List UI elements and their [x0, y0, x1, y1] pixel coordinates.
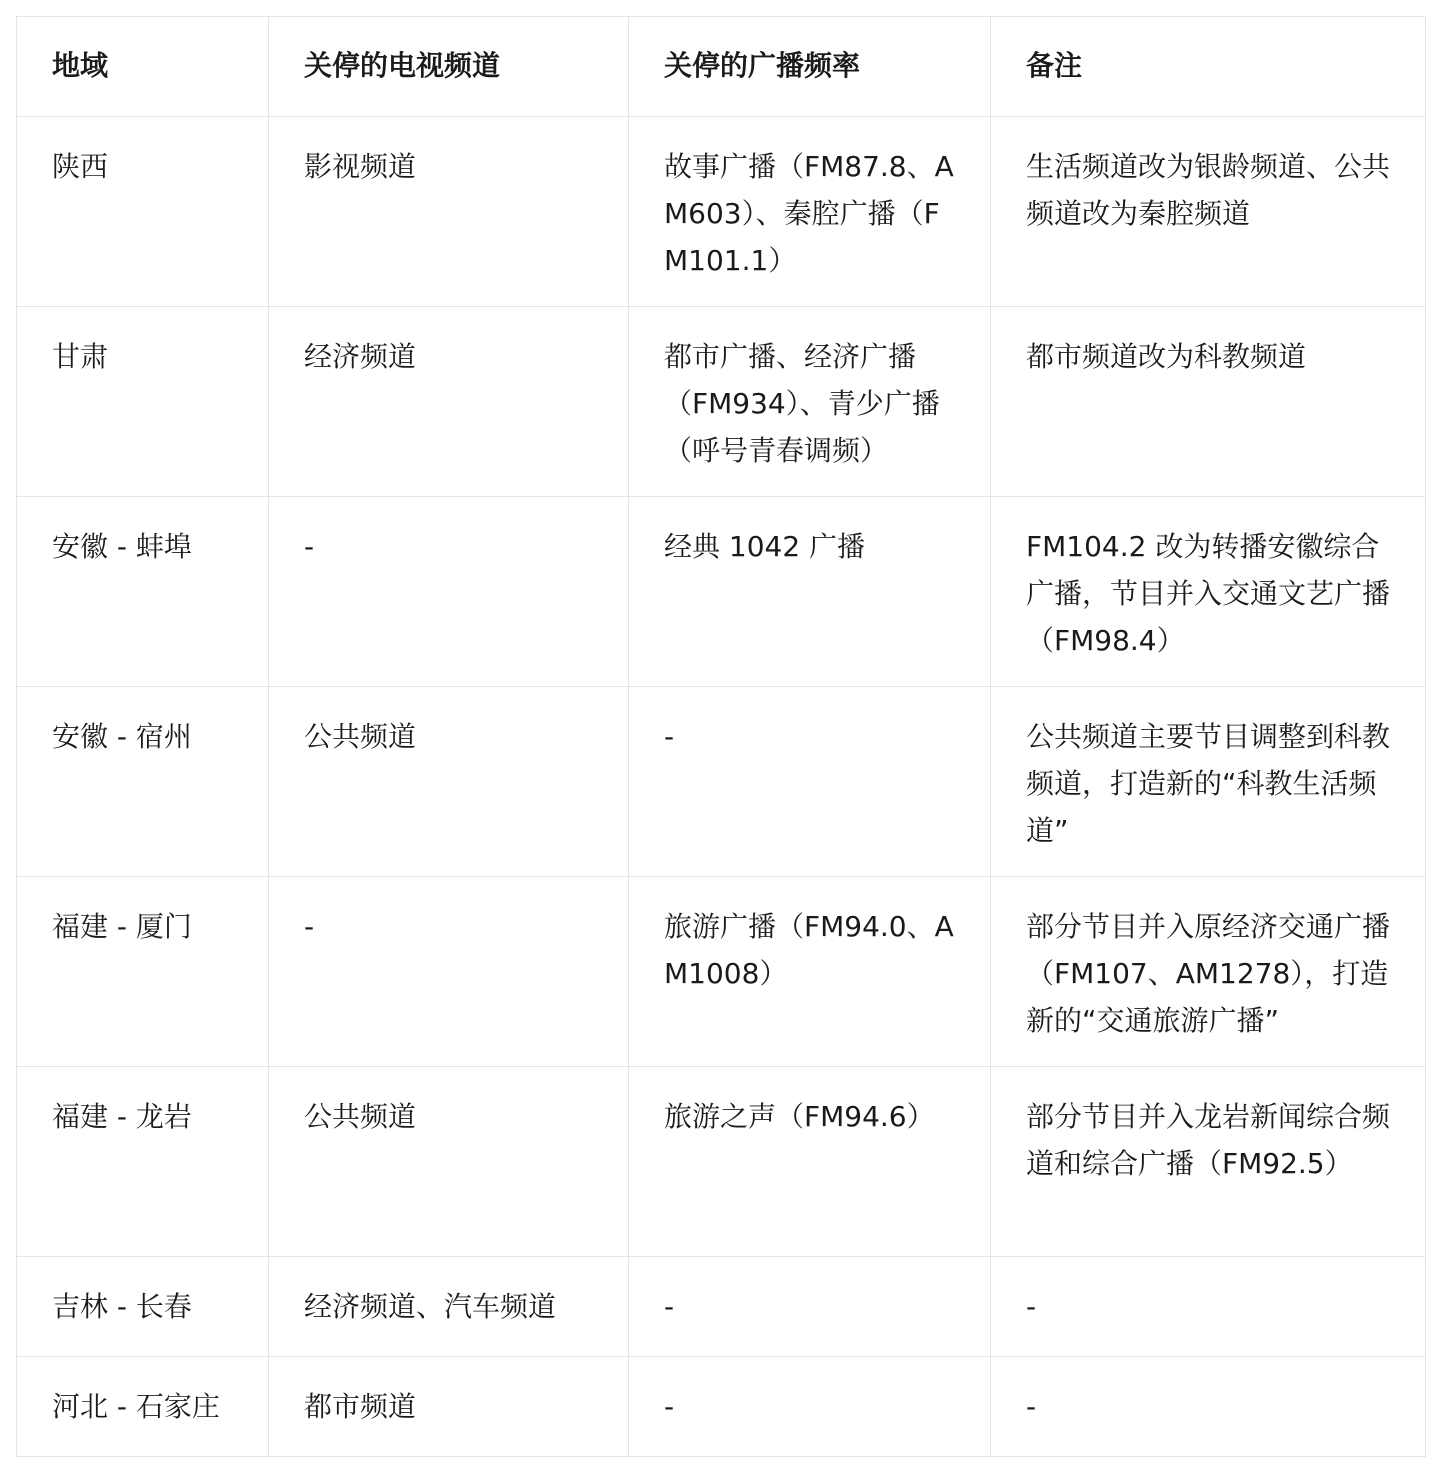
- table-row: [17, 1067, 1426, 1257]
- cell-radio-frequencies: -: [629, 687, 991, 877]
- table-row: [17, 877, 1426, 1067]
- cell-tv-channels: 经济频道: [269, 307, 629, 497]
- cell-region: 河北 - 石家庄: [17, 1357, 269, 1457]
- table-row: [17, 1257, 1426, 1357]
- cell-notes: 都市频道改为科教频道: [991, 307, 1426, 497]
- cell-radio-frequencies: -: [629, 1357, 991, 1457]
- cell-region: 福建 - 厦门: [17, 877, 269, 1067]
- cell-radio-frequencies: -: [629, 1257, 991, 1357]
- cell-notes: FM104.2 改为转播安徽综合广播，节目并入交通文艺广播（FM98.4）: [991, 497, 1426, 687]
- header-region: 地域: [17, 17, 269, 117]
- cell-tv-channels: 经济频道、汽车频道: [269, 1257, 629, 1357]
- cell-notes: -: [991, 1357, 1426, 1457]
- cell-tv-channels: 公共频道: [269, 687, 629, 877]
- cell-notes: 公共频道主要节目调整到科教频道，打造新的“科教生活频道”: [991, 687, 1426, 877]
- cell-radio-frequencies: 旅游广播（FM94.0、AM1008）: [629, 877, 991, 1067]
- header-tv-channels: 关停的电视频道: [269, 17, 629, 117]
- header-notes: 备注: [991, 17, 1426, 117]
- table-header-row: [17, 17, 1426, 117]
- cell-notes: 部分节目并入龙岩新闻综合频道和综合广播（FM92.5）: [991, 1067, 1426, 1257]
- cell-radio-frequencies: 故事广播（FM87.8、AM603）、秦腔广播（FM101.1）: [629, 117, 991, 307]
- header-radio-frequencies: 关停的广播频率: [629, 17, 991, 117]
- channel-closure-table-container: [16, 16, 1425, 1457]
- cell-region: 福建 - 龙岩: [17, 1067, 269, 1257]
- table-row: [17, 1357, 1426, 1457]
- cell-notes: 生活频道改为银龄频道、公共频道改为秦腔频道: [991, 117, 1426, 307]
- cell-radio-frequencies: 都市广播、经济广播（FM934）、青少广播（呼号青春调频）: [629, 307, 991, 497]
- cell-radio-frequencies: 旅游之声（FM94.6）: [629, 1067, 991, 1257]
- cell-tv-channels: -: [269, 497, 629, 687]
- cell-tv-channels: -: [269, 877, 629, 1067]
- cell-notes: 部分节目并入原经济交通广播（FM107、AM1278），打造新的“交通旅游广播”: [991, 877, 1426, 1067]
- cell-tv-channels: 都市频道: [269, 1357, 629, 1457]
- cell-notes: -: [991, 1257, 1426, 1357]
- cell-region: 安徽 - 蚌埠: [17, 497, 269, 687]
- cell-tv-channels: 公共频道: [269, 1067, 629, 1257]
- table-row: [17, 687, 1426, 877]
- table-row: [17, 117, 1426, 307]
- cell-region: 吉林 - 长春: [17, 1257, 269, 1357]
- cell-tv-channels: 影视频道: [269, 117, 629, 307]
- channel-closure-table: [16, 16, 1426, 1457]
- cell-region: 甘肃: [17, 307, 269, 497]
- cell-region: 安徽 - 宿州: [17, 687, 269, 877]
- cell-region: 陕西: [17, 117, 269, 307]
- cell-radio-frequencies: 经典 1042 广播: [629, 497, 991, 687]
- table-row: [17, 307, 1426, 497]
- table-row: [17, 497, 1426, 687]
